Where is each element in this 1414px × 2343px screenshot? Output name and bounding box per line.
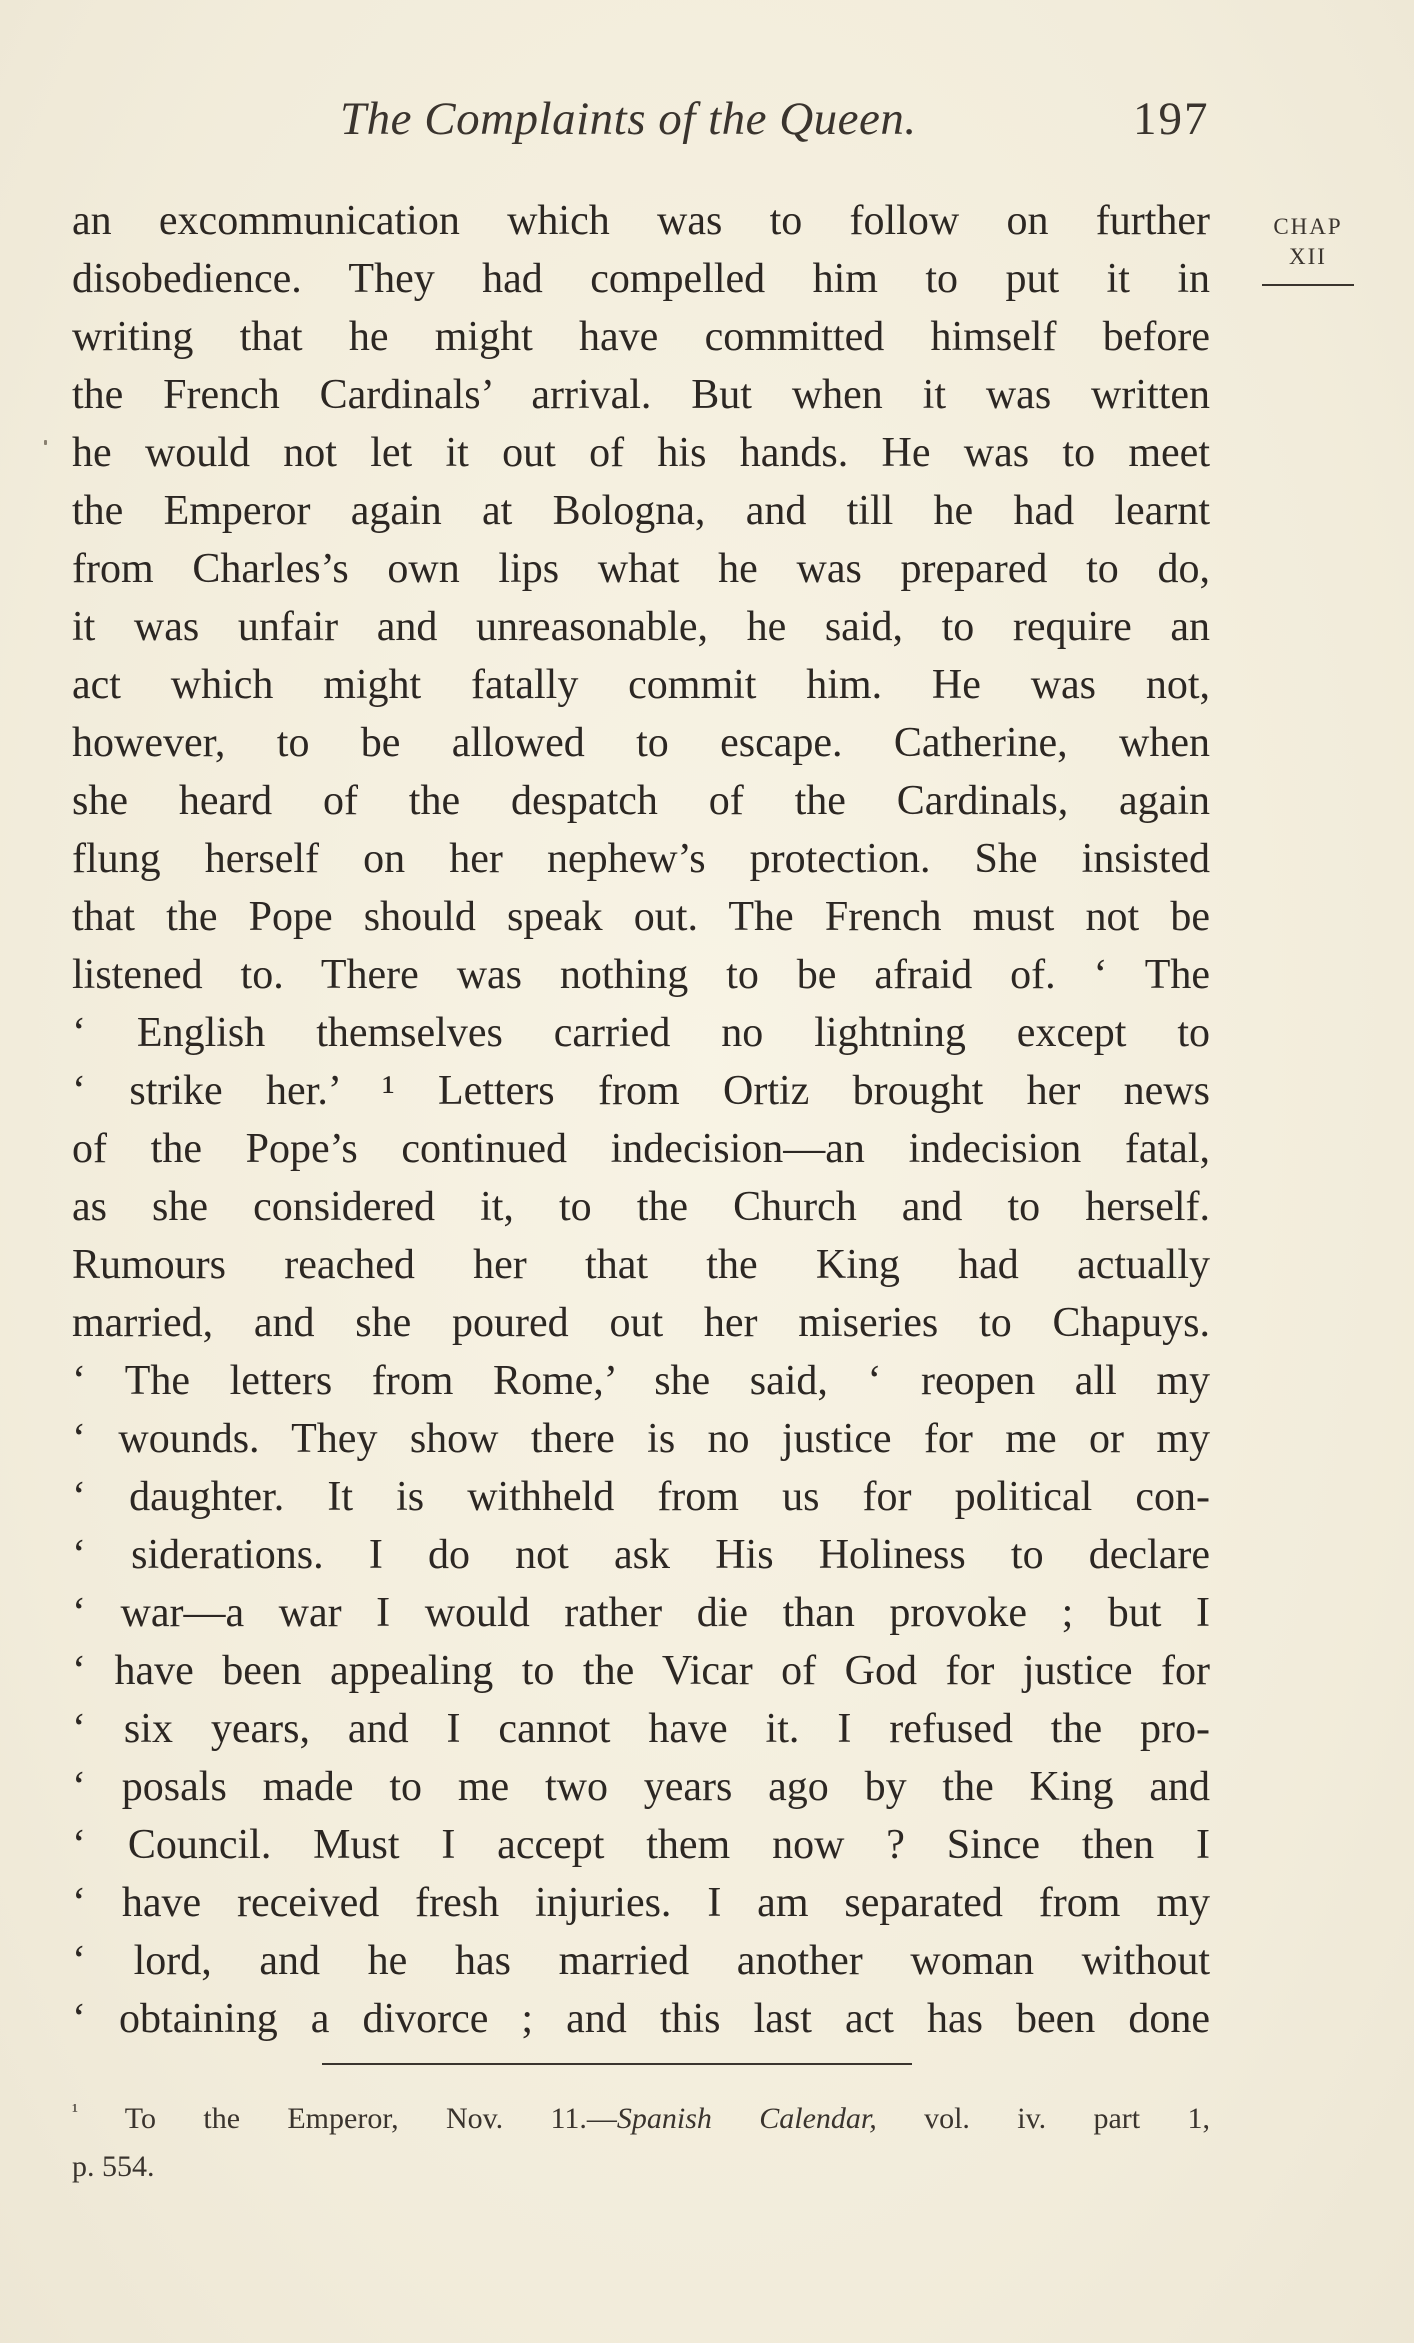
text-line: ‘ have received fresh injuries. I am separated from my [72,1880,1210,1926]
text-line: flung herself on her nephew’s protection. She insisted [72,836,1210,882]
text-line: listened to. There was nothing to be afraid of. ‘ The [72,952,1210,998]
text-line: act which might fatally commit him. He was not, [72,662,1210,708]
page-number: 197 [1133,93,1210,145]
text-line: it was unfair and unreasonable, he said, to require an [72,604,1210,650]
running-head-title: The Complaints of the Queen. [340,93,917,145]
text-line: ‘ English themselves carried no lightning except to [72,1010,1210,1056]
footnote [72,2087,1210,2191]
chapter-rule [1262,284,1354,286]
footnote-line-1 [72,2087,1210,2143]
text-line: ‘ war—a war I would rather die than provoke ; but I [72,1590,1210,1636]
text-line: she heard of the despatch of the Cardinals, again [72,778,1210,824]
footnote-source-title: Spanish Calendar, [616,2102,877,2135]
text-line: ‘ obtaining a divorce ; and this last act has been done [72,1996,1210,2042]
footnote-text: To the Emperor, Nov. 11.— [124,2102,617,2135]
text-line: ‘ posals made to me two years ago by the King and [72,1764,1210,1810]
text-line: however, to be allowed to escape. Catherine, when [72,720,1210,766]
text-line: of the Pope’s continued indecision—an indecision fatal, [72,1126,1210,1172]
text-line: as she considered it, to the Church and to herself. [72,1184,1210,1230]
chapter-number: XII [1289,244,1327,269]
text-line: ‘ daughter. It is withheld from us for political con- [72,1474,1210,1520]
text-line: writing that he might have committed himself before [72,314,1210,360]
text-line: ‘ Council. Must I accept them now ? Since then I [72,1822,1210,1868]
text-line: he would not let it out of his hands. He was to meet [72,430,1210,476]
footnote-volume: vol. iv. part 1, [876,2102,1210,2135]
margin-speck [44,440,47,445]
text-line: ‘ lord, and he has married another woman without [72,1938,1210,1984]
footnote-rule [322,2063,912,2065]
text-line: ‘ siderations. I do not ask His Holiness to declare [72,1532,1210,1578]
text-line: that the Pope should speak out. The French must not be [72,894,1210,940]
footnote-line-2: p. 554. [72,2150,155,2183]
chapter-margin-note [1262,212,1354,286]
body-text [72,192,1210,2048]
text-line: ‘ have been appealing to the Vicar of God for justice for [72,1648,1210,1694]
text-line: married, and she poured out her miseries to Chapuys. [72,1300,1210,1346]
chapter-label: CHAP [1273,214,1343,239]
text-line: ‘ The letters from Rome,’ she said, ‘ reopen all my [72,1358,1210,1404]
footnote-marker: ¹ [72,2100,78,2122]
text-line: an excommunication which was to follow on further [72,198,1210,244]
text-line: the Emperor again at Bologna, and till he had learnt [72,488,1210,534]
text-line: from Charles’s own lips what he was prepared to do, [72,546,1210,592]
text-line: disobedience. They had compelled him to put it in [72,256,1210,302]
text-line: ‘ wounds. They show there is no justice for me or my [72,1416,1210,1462]
text-line: the French Cardinals’ arrival. But when it was written [72,372,1210,418]
text-line: ‘ strike her.’ ¹ Letters from Ortiz brought her news [72,1068,1210,1114]
text-line: ‘ six years, and I cannot have it. I refused the pro- [72,1706,1210,1752]
text-line: Rumours reached her that the King had actually [72,1242,1210,1288]
